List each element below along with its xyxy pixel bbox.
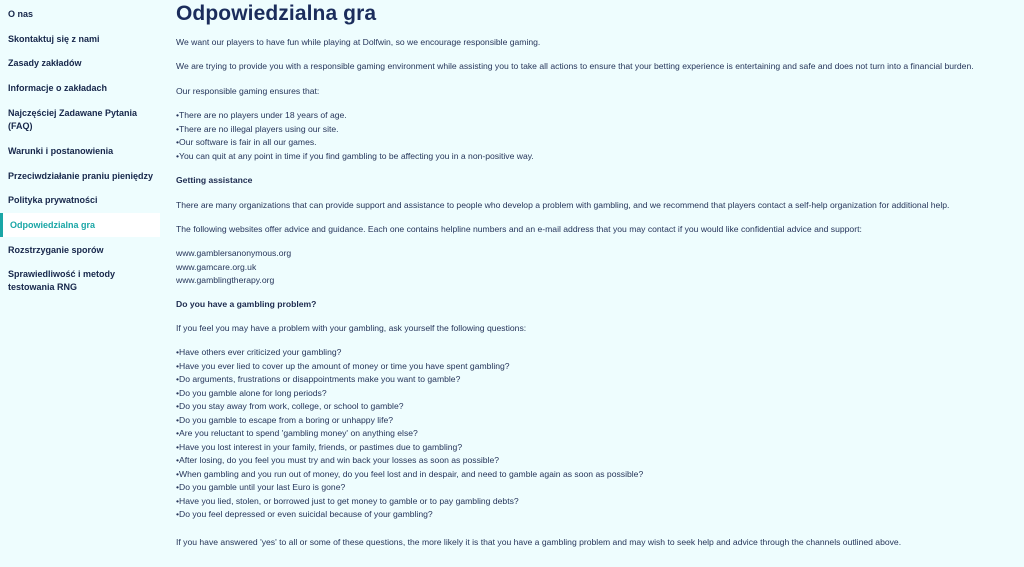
list-item: •You can quit at any point in time if you find gambling to be affecting you in a non-positive way.: [176, 150, 534, 161]
link-gambling-therapy[interactable]: www.gamblingtherapy.org: [176, 275, 275, 285]
list-item: •There are no illegal players using our site.: [176, 123, 339, 134]
page-title: Odpowiedzialna gra: [176, 2, 377, 25]
list-item: •Do you gamble until your last Euro is gone?: [176, 482, 346, 492]
list-item: •Do arguments, frustrations or disappointments make you want to gamble?: [176, 374, 461, 384]
sidebar-item-rng[interactable]: Sprawiedliwość i metody testowania RNG: [8, 269, 116, 292]
list-item: •Have you ever lied to cover up the amount of money or time you have spent gambling?: [176, 360, 510, 371]
list-item: •After losing, do you feel you must try and win back your losses as soon as possible?: [176, 455, 500, 465]
list-item: •There are no players under 18 years of age.: [176, 110, 347, 120]
intro-paragraph-1: We want our players to have fun while playing at Dolfwin, so we encourage responsible gaming.: [176, 37, 541, 47]
list-item: •When gambling and you run out of money, do you feel lost and in despair, and need to gamble again as soon as possible?: [176, 468, 644, 479]
ensures-list: [176, 109, 1016, 163]
sidebar-item-rozstrzyganie-sporow[interactable]: Rozstrzyganie sporów: [8, 245, 104, 255]
ensures-heading: Our responsible gaming ensures that:: [176, 86, 320, 96]
list-item: •Have you lost interest in your family, friends, or pastimes due to gambling?: [176, 441, 463, 452]
problem-heading: Do you have a gambling problem?: [176, 299, 317, 309]
assistance-paragraph-1: There are many organizations that can provide support and assistance to people who develop a problem with gambling, and we recommend that players contact a self-help organization for additional help.: [176, 200, 950, 210]
list-item: •Do you feel depressed or even suicidal because of your gambling?: [176, 509, 433, 519]
assistance-heading: Getting assistance: [176, 175, 253, 185]
sidebar-item-faq[interactable]: Najczęściej Zadawane Pytania (FAQ): [8, 108, 138, 131]
sidebar-item-odpowiedzialna-gra[interactable]: Odpowiedzialna gra: [0, 213, 160, 237]
link-gamcare[interactable]: www.gamcare.org.uk: [176, 261, 257, 272]
list-item: •Are you reluctant to spend 'gambling money' on anything else?: [176, 428, 418, 438]
sidebar-item-zasady-zakladow[interactable]: Zasady zakładów: [8, 58, 82, 68]
sidebar-item-polityka-prywatnosci[interactable]: Polityka prywatności: [8, 195, 98, 205]
problem-intro: If you feel you may have a problem with your gambling, ask yourself the following questions:: [176, 323, 527, 333]
sidebar-item-o-nas[interactable]: O nas: [8, 9, 34, 19]
list-item: •Have others ever criticized your gambling?: [176, 347, 342, 357]
sidebar-item-aml[interactable]: Przeciwdziałanie praniu pieniędzy: [8, 171, 154, 181]
sidebar-item-warunki[interactable]: Warunki i postanowienia: [8, 146, 114, 156]
list-item: •Do you stay away from work, college, or school to gamble?: [176, 401, 404, 411]
sidebar-item-informacje-o-zakladach[interactable]: Informacje o zakładach: [8, 83, 108, 93]
help-links: [176, 247, 1016, 288]
questions-list: [176, 346, 1016, 522]
assistance-paragraph-2: The following websites offer advice and guidance. Each one contains helpline numbers and an e-mail address that you may contact if you would like confidential advice and support:: [176, 224, 862, 234]
list-item: •Do you gamble alone for long periods?: [176, 387, 327, 398]
intro-paragraph-2: We are trying to provide you with a responsible gaming environment while assisting you to take all actions to ensure that your betting experience is entertaining and safe and does not turn into a financial burden.: [176, 61, 974, 71]
sidebar-nav: [0, 0, 160, 567]
closing-paragraph: If you have answered 'yes' to all or some of these questions, the more likely it is that you have a gambling problem and may wish to seek help and advice through the channels outlined above.: [176, 537, 902, 547]
link-gamblers-anonymous[interactable]: www.gamblersanonymous.org: [176, 248, 292, 258]
list-item: •Do you gamble to escape from a boring or unhappy life?: [176, 414, 394, 425]
list-item: •Have you lied, stolen, or borrowed just to get money to gamble or to pay gambling debts?: [176, 495, 519, 506]
sidebar-item-kontakt[interactable]: Skontaktuj się z nami: [8, 34, 100, 44]
list-item: •Our software is fair in all our games.: [176, 137, 317, 147]
content-area: [176, 0, 1016, 567]
